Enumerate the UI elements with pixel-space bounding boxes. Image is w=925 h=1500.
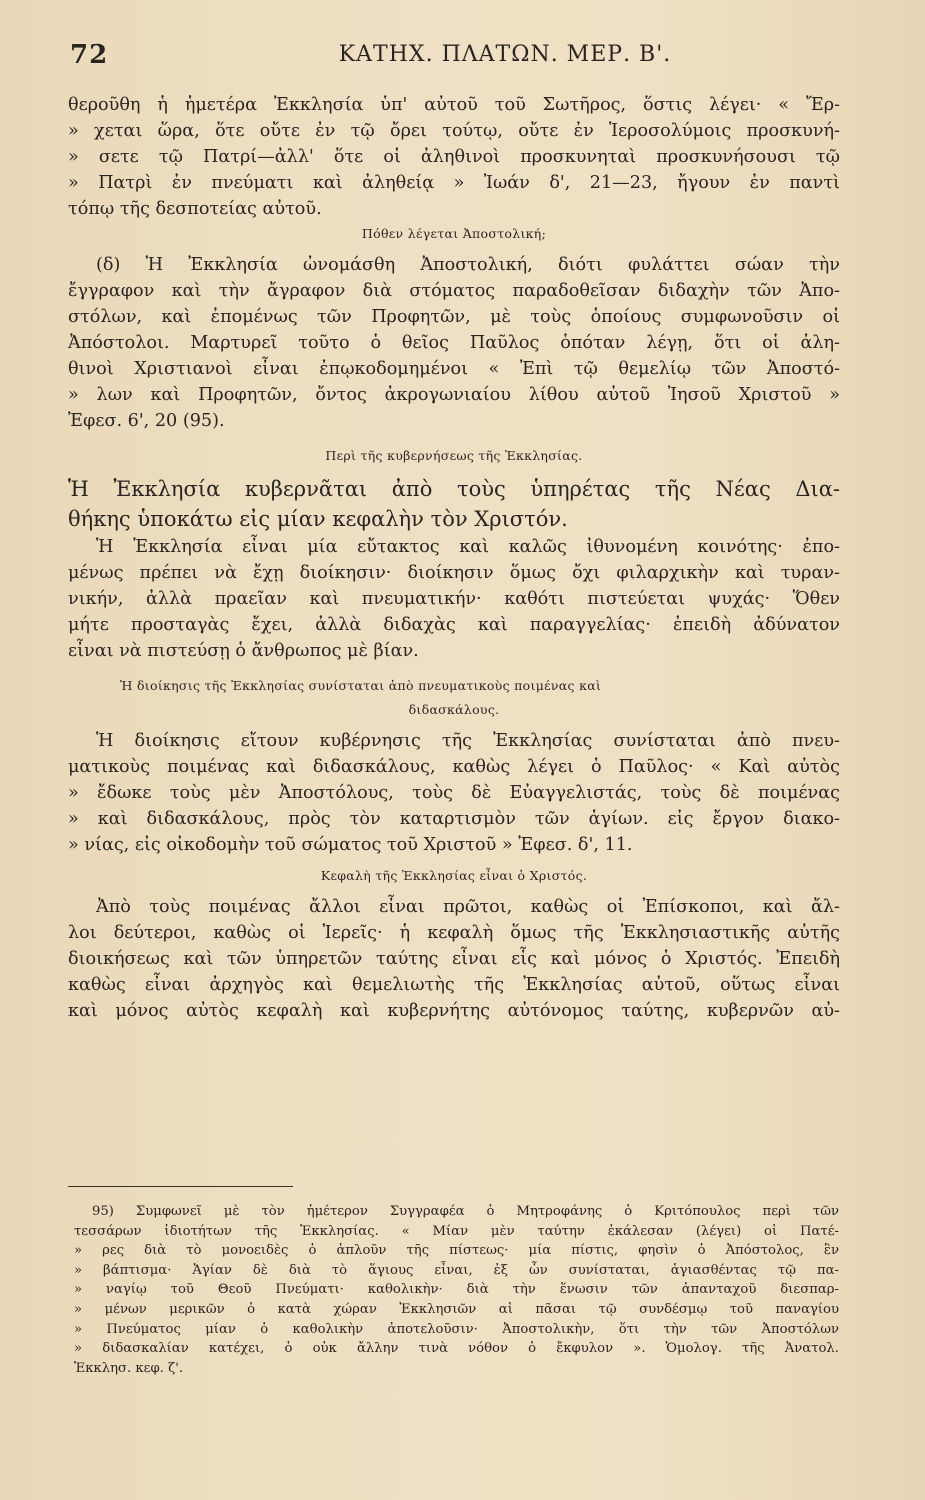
text-line: νικήν, ἀλλὰ πραεῖαν καὶ πνευματικήν· καθότι πιστεύεται ψυχάς· Ὅθεν bbox=[68, 589, 840, 609]
text-line: » νίας, εἰς οἰκοδομὴν τοῦ σώματος τοῦ Χριστοῦ » Ἐφεσ. δ', 11. bbox=[68, 835, 633, 855]
text-line: Ἡ Ἐκκλησία εἶναι μία εὔτακτος καὶ καλῶς ἰθυνομένη κοινότης· ἐπο- bbox=[96, 537, 840, 557]
text-line: διοικήσεως καὶ τῶν ὑπηρετῶν ταύτης εἶναι εἷς καὶ μόνος ὁ Χριστός. Ἐπειδὴ bbox=[68, 949, 840, 969]
text-line: καὶ μόνος αὐτὸς κεφαλὴ καὶ κυβερνήτης αὐτόνομος ταύτης, κυβερνῶν αὐ- bbox=[68, 1001, 840, 1021]
text-line: ἔγγραφον καὶ τὴν ἄγραφον διὰ στόματος παραδοθεῖσαν διδαχὴν τῶν Ἀπο- bbox=[68, 281, 840, 301]
text-line: » καὶ διδασκάλους, πρὸς τὸν καταρτισμὸν τῶν ἁγίων. εἰς ἔργον διακο- bbox=[68, 809, 840, 829]
text-line: Ἀπὸ τοὺς ποιμένας ἄλλοι εἶναι πρῶτοι, καθὼς οἱ Ἐπίσκοποι, καὶ ἄλ- bbox=[96, 897, 840, 917]
text-line: » λων καὶ Προφητῶν, ὄντος ἀκρογωνιαίου λίθου αὐτοῦ Ἰησοῦ Χριστοῦ » bbox=[68, 385, 840, 405]
text-line: (δ) Ἡ Ἐκκλησία ὠνομάσθη Ἀποστολική, διότι φυλάττει σώαν τὴν bbox=[96, 255, 840, 275]
text-line: θεροῦθη ἡ ἡμετέρα Ἐκκλησία ὑπ' αὐτοῦ τοῦ Σωτῆρος, ὅστις λέγει· « Ἔρ- bbox=[68, 95, 840, 115]
running-title: ΚΑΤΗΧ. ΠΛΑΤΩΝ. ΜΕΡ. Β'. bbox=[338, 42, 672, 67]
footnote-line: » ναγίῳ τοῦ Θεοῦ Πνεύματι· καθολικὴν· διὰ τὴν ἕνωσιν τῶν ἁπανταχοῦ διεσπαρ- bbox=[74, 1282, 839, 1298]
footnote-line: » διδασκαλίαν κατέχει, ὁ οὐκ ἄλλην τινὰ νόθον ὁ ἔκφυλον ». Ὁμολογ. τῆς Ἀνατολ. bbox=[74, 1341, 839, 1357]
text-line: θινοὶ Χριστιανοὶ εἶναι ἐπῳκοδομημένοι « Ἐπὶ τῷ θεμελίῳ τῶν Ἀποστό- bbox=[68, 359, 840, 379]
main-text bbox=[68, 92, 840, 1024]
text-line: λοι δεύτεροι, καθὼς οἱ Ἱερεῖς· ἡ κεφαλὴ ὅμως τῆς Ἐκκλησιαστικῆς αὐτῆς bbox=[68, 923, 840, 943]
footnote-line: 95) Συμφωνεῖ μὲ τὸν ἡμέτερον Συγγραφέα ὁ Μητροφάνης ὁ Κριτόπουλος περὶ τῶν bbox=[92, 1204, 839, 1219]
text-line: Ἡ διοίκησις εἴτουν κυβέρνησις τῆς Ἐκκλησίας συνίσταται ἀπὸ πνευ- bbox=[96, 731, 840, 751]
footnote-line: » ρες διὰ τὸ μονοειδὲς ὁ ἁπλοῦν τῆς πίστεως· μία πίστις, φησὶν ὁ Ἀπόστολος, ἓν bbox=[74, 1243, 839, 1259]
section-heading-governance: Περὶ τῆς κυβερνήσεως τῆς Ἐκκλησίας. bbox=[325, 448, 583, 463]
section-heading-administration: Ἡ διοίκησις τῆς Ἐκκλησίας συνίσταται ἀπὸ πνευματικοὺς ποιμένας καὶ bbox=[120, 678, 602, 693]
section-heading-apostolic: Πόθεν λέγεται Ἀποστολική; bbox=[361, 226, 547, 241]
text-line: » ἔδωκε τοὺς μὲν Ἀποστόλους, τοὺς δὲ Εὐαγγελιστάς, τοὺς δὲ ποιμένας bbox=[68, 783, 840, 803]
footnotes bbox=[74, 1202, 839, 1378]
footnote-rule bbox=[68, 1186, 293, 1187]
text-line: μήτε προσταγὰς ἔχει, ἀλλὰ διδαχὰς καὶ παραγγελίας· ἐπειδὴ ἀδύνατον bbox=[68, 615, 840, 635]
text-line: » χεται ὥρα, ὅτε οὔτε ἐν τῷ ὄρει τούτῳ, οὔτε ἐν Ἱεροσολύμοις προσκυνή- bbox=[68, 121, 840, 141]
footnote-line: » μένων μερικῶν ὁ κατὰ χώραν Ἐκκλησιῶν αἱ πᾶσαι τῷ συνδέσμῳ τοῦ παναγίου bbox=[74, 1301, 839, 1317]
text-line: τόπῳ τῆς δεσποτείας αὐτοῦ. bbox=[68, 199, 322, 219]
chapter-heading: θήκης ὑποκάτω εἰς μίαν κεφαλὴν τὸν Χριστόν. bbox=[68, 507, 568, 531]
page-number: 72 bbox=[70, 40, 109, 70]
text-line: μένως πρέπει νὰ ἔχῃ διοίκησιν· διοίκησιν ὅμως ὄχι φιλαρχικὴν καὶ τυραν- bbox=[68, 563, 840, 583]
page-header bbox=[70, 40, 840, 76]
text-line: στόλων, καὶ ἐπομένως τῶν Προφητῶν, μὲ τοὺς ὁποίους συμφωνοῦσιν οἱ bbox=[68, 307, 840, 327]
footnote-line: τεσσάρων ἰδιοτήτων τῆς Ἐκκλησίας. « Μίαν μὲν ταύτην ἐκάλεσαν (λέγει) οἱ Πατέ- bbox=[74, 1223, 839, 1239]
text-line: » σετε τῷ Πατρί—ἀλλ' ὅτε οἱ ἀληθινοὶ προσκυνηταὶ προσκυνήσουσι τῷ bbox=[68, 147, 840, 167]
footnote-line: Ἐκκλησ. κεφ. ζ'. bbox=[74, 1360, 184, 1376]
text-line: » Πατρὶ ἐν πνεύματι καὶ ἀληθείᾳ » Ἰωάν δ', 21—23, ἤγουν ἐν παντὶ bbox=[68, 173, 840, 193]
text-line: εἶναι νὰ πιστεύσῃ ὁ ἄνθρωπος μὲ βίαν. bbox=[68, 641, 419, 661]
footnote-line: » Πνεύματος μίαν ὁ καθολικὴν ἀποτελοῦσιν· Ἀποστολικὴν, ὅτι τὴν τῶν Ἀποστόλων bbox=[74, 1321, 839, 1337]
text-line: Ἀπόστολοι. Μαρτυρεῖ τοῦτο ὁ θεῖος Παῦλος ὁπόταν λέγῃ, ὅτι οἱ ἀλη- bbox=[68, 333, 840, 353]
text-line: Ἐφεσ. 6', 20 (95). bbox=[68, 411, 225, 431]
text-line: ματικοὺς ποιμένας καὶ διδασκάλους, καθὼς λέγει ὁ Παῦλος· « Καὶ αὐτὸς bbox=[68, 757, 840, 777]
section-heading-administration: διδασκάλους. bbox=[408, 702, 500, 717]
text-line: καθὼς εἶναι ἀρχηγὸς καὶ θεμελιωτὴς τῆς Ἐκκλησίας αὐτοῦ, οὕτως εἶναι bbox=[68, 975, 840, 995]
footnote-line: » βάπτισμα· Ἁγίαν δὲ διὰ τὸ ἅγιους εἶναι, ἐξ ὧν συνίσταται, ἁγιασθέντας τῷ πα- bbox=[74, 1262, 839, 1278]
section-heading-head: Κεφαλὴ τῆς Ἐκκλησίας εἶναι ὁ Χριστός. bbox=[320, 868, 588, 883]
chapter-heading: Ἡ Ἐκκλησία κυβερνᾶται ἀπὸ τοὺς ὑπηρέτας τῆς Νέας Δια- bbox=[68, 477, 840, 501]
